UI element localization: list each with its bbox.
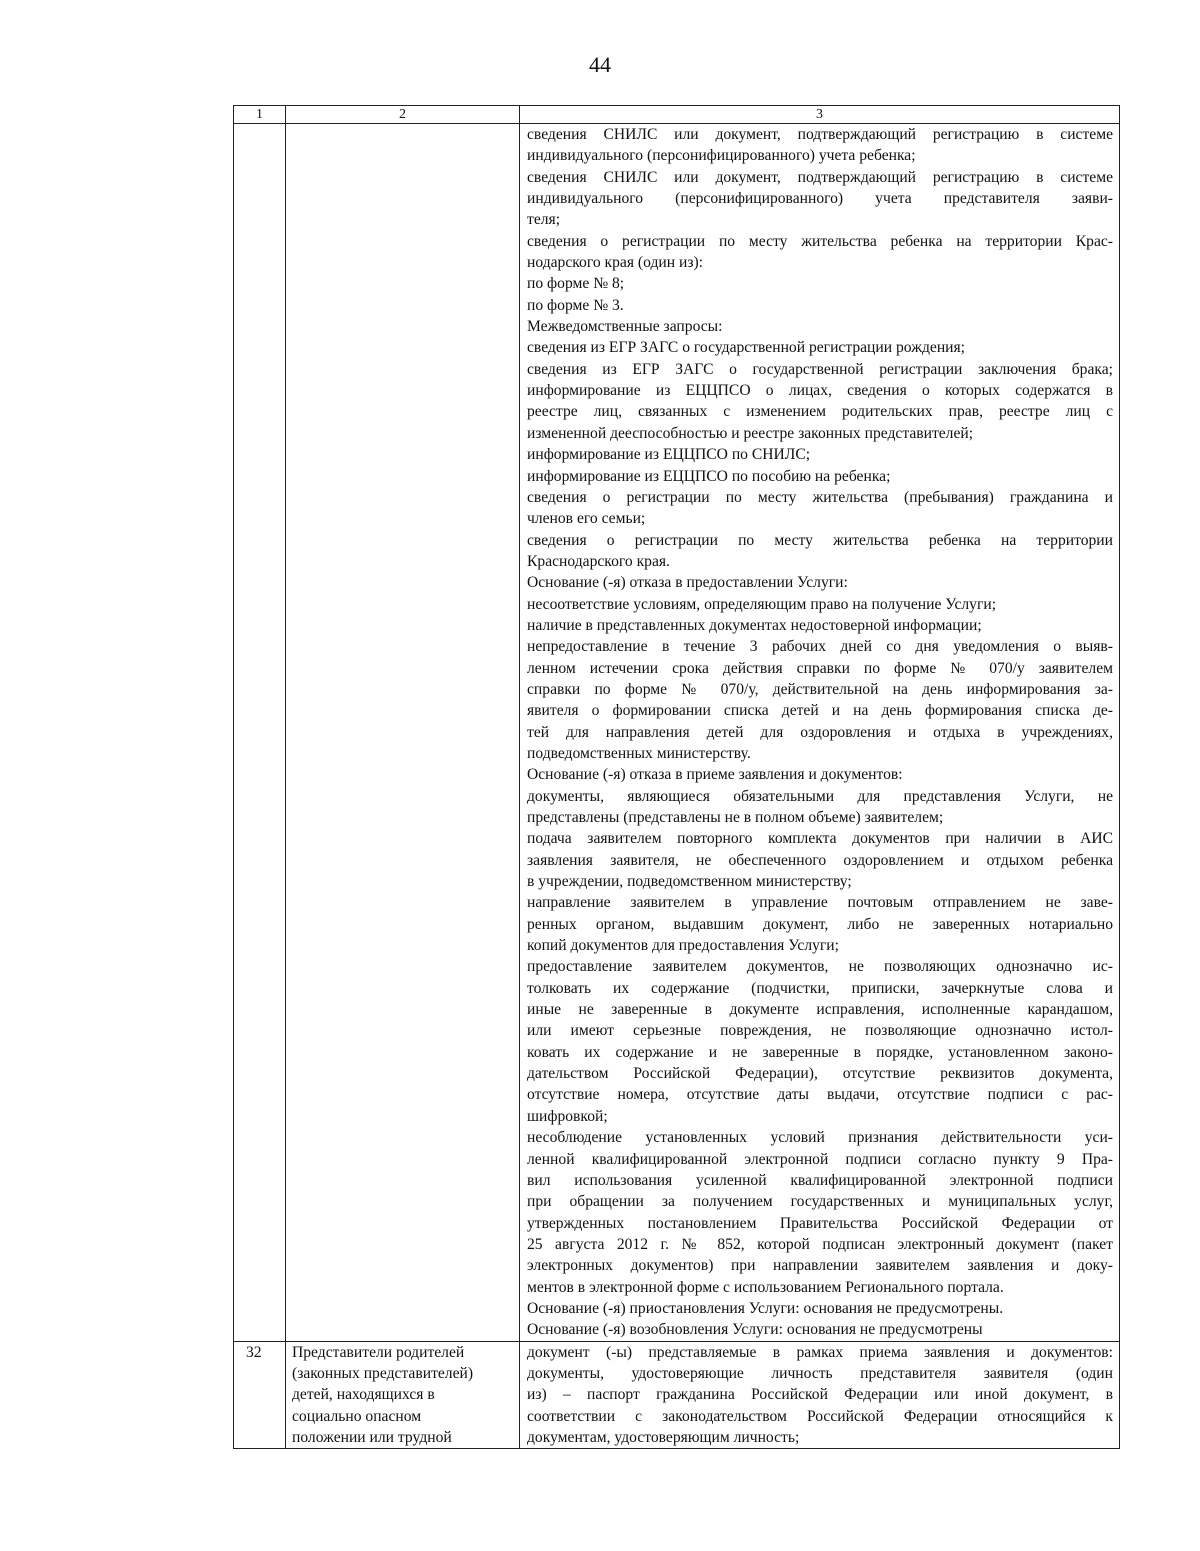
text-line: ренных органом, выдавшим документ, либо не заверенных нотариально: [527, 915, 1113, 933]
table-row: [234, 1341, 1120, 1449]
text-line: копий документов для предоставления Услуги;: [527, 937, 839, 955]
text-line: справки по форме № 070/у, действительной на день информирования за-: [527, 680, 1113, 698]
text-line: измененной дееспособностью и реестре законных представителей;: [527, 424, 974, 442]
text-line: информирование из ЕЦЦПСО по пособию на ребенка;: [527, 467, 891, 485]
text-line: заявления заявителя, не обеспеченного оздоровлением и отдыхом ребенка: [527, 851, 1113, 869]
text-line: документам, удостоверяющим личность;: [527, 1428, 800, 1446]
text-line: шифровкой;: [527, 1107, 608, 1125]
text-line: членов его семьи;: [527, 510, 646, 528]
row-description: [520, 124, 1120, 1342]
text-line: несоответствие условиям, определяющим право на получение Услуги;: [527, 595, 997, 613]
text-line: по форме № 3.: [527, 296, 624, 314]
table-row: [234, 124, 1120, 1342]
text-line: сведения о регистрации по месту жительства ребенка на территории Крас-: [527, 232, 1113, 250]
page-number: 44: [589, 52, 611, 77]
text-line: соответствии с законодательством Российской Федерации относящийся к: [527, 1407, 1113, 1425]
text-line: сведения о регистрации по месту жительства ребенка на территории: [527, 531, 1113, 549]
text-line: (законных представителей): [292, 1364, 474, 1382]
text-line: толковать их содержание (подчистки, приписки, зачеркнутые слова и: [527, 979, 1113, 997]
text-line: ленной квалифицированной электронной подписи согласно пункту 9 Пра-: [527, 1150, 1113, 1168]
row-name: [286, 1341, 520, 1449]
text-line: документы, являющиеся обязательными для представления Услуги, не: [527, 787, 1113, 805]
text-line: сведения из ЕГР ЗАГС о государственной регистрации заключения брака;: [527, 360, 1113, 378]
text-line: социально опасном: [292, 1407, 422, 1425]
text-line: при обращении за получением государственных и муниципальных услуг,: [527, 1193, 1113, 1211]
text-line: подведомственных министерству.: [527, 744, 751, 762]
text-line: или имеют серьезные повреждения, не позволяющие однозначно истол-: [527, 1022, 1113, 1040]
text-line: индивидуального (персонифицированного) учета представителя заяви-: [527, 190, 1113, 208]
text-line: Основание (-я) приостановления Услуги: основания не предусмотрены.: [527, 1299, 1004, 1317]
text-line: из) – паспорт гражданина Российской Федерации или иной документ, в: [527, 1386, 1113, 1404]
table-header-row: [234, 106, 1120, 124]
text-line: отсутствие номера, отсутствие даты выдачи, отсутствие подписи с рас-: [527, 1086, 1113, 1104]
text-line: сведения из ЕГР ЗАГС о государственной регистрации рождения;: [527, 339, 966, 357]
text-line: утвержденных постановлением Правительства Российской Федерации от: [527, 1214, 1113, 1232]
text-line: предоставление заявителем документов, не позволяющих однозначно ис-: [527, 958, 1113, 976]
text-line: в учреждении, подведомственном министерству;: [527, 873, 852, 891]
text-line: ковать их содержание и не заверенные в порядке, установленном законо-: [527, 1043, 1113, 1061]
text-line: сведения СНИЛС или документ, подтверждающий регистрацию в системе: [527, 168, 1113, 186]
text-line: Межведомственные запросы:: [527, 318, 723, 336]
text-line: теля;: [527, 211, 561, 229]
text-line: документ (-ы) представляемые в рамках приема заявления и документов:: [527, 1343, 1113, 1361]
text-line: непредоставление в течение 3 рабочих дней со дня уведомления о выяв-: [527, 638, 1113, 656]
text-line: реестре лиц, связанных с изменением родительских прав, реестре лиц с: [527, 403, 1113, 421]
row-name: [286, 124, 520, 1342]
text-line: Основание (-я) отказа в предоставлении Услуги:: [527, 574, 848, 592]
text-line: иные не заверенные в документе исправления, исполненные карандашом,: [527, 1001, 1113, 1019]
row-description: [520, 1341, 1120, 1449]
text-line: дательством Российской Федерации), отсутствие реквизитов документа,: [527, 1065, 1113, 1083]
text-line: индивидуального (персонифицированного) учета ребенка;: [527, 147, 916, 165]
text-line: представлены (представлены не в полном объеме) заявителем;: [527, 809, 944, 826]
text-line: явителя о формировании списка детей и на день формирования списка де-: [527, 702, 1113, 720]
text-line: наличие в представленных документах недостоверной информации;: [527, 616, 982, 634]
text-line: по форме № 8;: [527, 275, 625, 293]
text-line: Представители родителей: [292, 1343, 465, 1361]
header-col-3: 3: [520, 106, 1120, 124]
text-line: документы, удостоверяющие личность представителя заявителя (один: [527, 1364, 1113, 1382]
text-line: подача заявителем повторного комплекта документов при наличии в АИС: [527, 830, 1113, 848]
text-line: детей, находящихся в: [292, 1386, 435, 1404]
text-line: тей для направления детей для оздоровления и отдыха в учреждениях,: [527, 723, 1113, 741]
text-line: ментов в электронной форме с использованием Регионального портала.: [527, 1278, 1004, 1296]
text-line: ленном истечении срока действия справки по форме № 070/у заявителем: [527, 659, 1113, 677]
text-line: сведения СНИЛС или документ, подтверждающий регистрацию в системе: [527, 126, 1113, 143]
text-line: электронных документов) при направлении заявителем заявления и доку-: [527, 1257, 1113, 1275]
text-line: Основание (-я) возобновления Услуги: основания не предусмотрены: [527, 1321, 983, 1339]
text-line: 25 августа 2012 г. № 852, которой подписан электронный документ (пакет: [527, 1235, 1113, 1253]
text-line: Основание (-я) отказа в приеме заявления и документов:: [527, 766, 903, 784]
row-number: [234, 124, 286, 1342]
text-line: вил использования усиленной квалифицированной электронной подписи: [527, 1171, 1113, 1189]
text-line: сведения о регистрации по месту жительства (пребывания) гражданина и: [527, 488, 1113, 506]
text-line: направление заявителем в управление почтовым отправлением не заве-: [527, 894, 1113, 912]
document-table: [233, 105, 1120, 1449]
header-col-1: 1: [234, 106, 286, 124]
text-line: Краснодарского края.: [527, 552, 670, 570]
row-number: 32: [234, 1341, 286, 1449]
header-col-2: 2: [286, 106, 520, 124]
text-line: информирование из ЕЦЦПСО о лицах, сведения о которых содержатся в: [527, 382, 1113, 400]
text-line: положении или трудной: [292, 1428, 452, 1446]
text-line: информирование из ЕЦЦПСО по СНИЛС;: [527, 446, 811, 464]
text-line: несоблюдение установленных условий признания действительности уси-: [527, 1129, 1113, 1147]
text-line: нодарского края (один из):: [527, 254, 704, 272]
